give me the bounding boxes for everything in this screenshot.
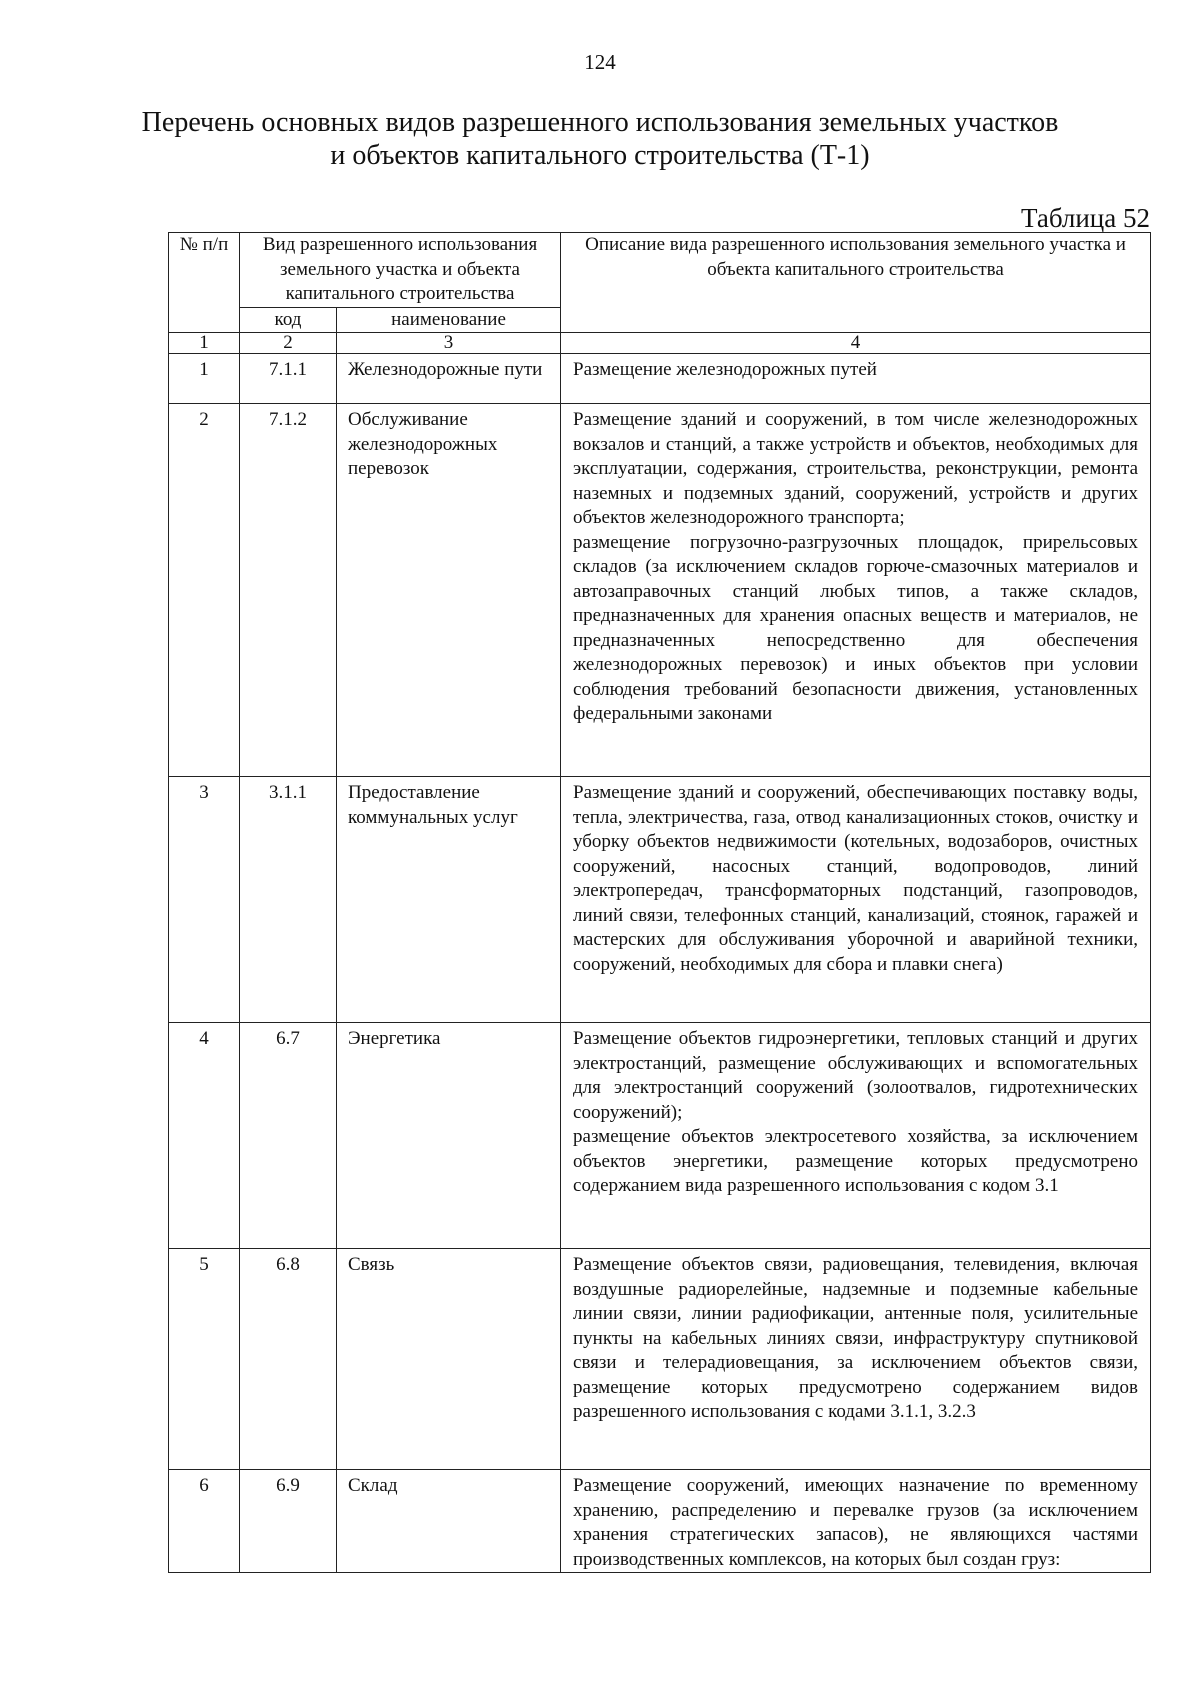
row-number: 2 bbox=[169, 404, 240, 777]
table-row bbox=[169, 1249, 1151, 1470]
table-row bbox=[169, 1023, 1151, 1249]
row-name: Обслуживание железнодорожных перевозок bbox=[337, 404, 561, 777]
description-paragraph: размещение объектов электросетевого хозяйства, за исключением объектов энергетики, размещение которых предусмотрено содержанием вида разрешенного использования с кодом 3.1 bbox=[573, 1126, 1139, 1196]
table-label: Таблица 52 bbox=[1021, 203, 1150, 233]
page-number: 124 bbox=[584, 50, 616, 74]
header-desc: Описание вида разрешенного использования земельного участка и объекта капитального строительства bbox=[561, 233, 1151, 333]
row-code: 7.1.1 bbox=[240, 354, 337, 404]
header-code: код bbox=[240, 307, 337, 333]
row-description bbox=[561, 1249, 1151, 1470]
row-description bbox=[561, 404, 1151, 777]
description-paragraph: Размещение объектов связи, радиовещания, телевидения, включая воздушные радиорелейные, надземные и подземные кабельные линии связи, линии радиофикации, антенные поля, усилительные пункты на кабельных линиях связи, инфраструктуру спутниковой связи и телерадиовещания, за исключением объектов связи, размещение которых предусмотрено содержанием видов разрешенного использования с кодами 3.1.1, 3.2.3 bbox=[573, 1254, 1139, 1422]
col-number: 1 bbox=[169, 333, 240, 354]
row-name: Железнодорожные пути bbox=[337, 354, 561, 404]
row-code: 6.7 bbox=[240, 1023, 337, 1249]
description-paragraph: Размещение сооружений, имеющих назначение по временному хранению, распределению и перевалке грузов (за исключением хранения стратегических запасов), не являющихся частями производственных комплексов, на которых был создан груз: bbox=[573, 1475, 1139, 1570]
row-number: 5 bbox=[169, 1249, 240, 1470]
row-name: Склад bbox=[337, 1470, 561, 1573]
col-number: 3 bbox=[337, 333, 561, 354]
header-row bbox=[169, 233, 1151, 308]
description-paragraph: Размещение зданий и сооружений, в том числе железнодорожных вокзалов и станций, а также устройств и объектов, необходимых для эксплуатации, содержания, строительства, реконструкции, ремонта наземных и подземных зданий, сооружений, устройств и других объектов железнодорожного транспорта; bbox=[573, 409, 1139, 528]
document-title bbox=[100, 106, 1100, 172]
row-number: 3 bbox=[169, 777, 240, 1023]
row-description bbox=[561, 354, 1151, 404]
description-paragraph: Размещение зданий и сооружений, обеспечивающих поставку воды, тепла, электричества, газа, отвод канализационных стоков, очистку и уборку объектов недвижимости (котельных, водозаборов, очистных сооружений, насосных станций, водопроводов, линий электропередач, трансформаторных подстанций, газопроводов, линий связи, телефонных станций, канализаций, стоянок, гаражей и мастерских для обслуживания уборочной и аварийной техники, сооружений, необходимых для сбора и плавки снега) bbox=[573, 782, 1139, 975]
title-line-1: Перечень основных видов разрешенного использования земельных участков bbox=[141, 107, 1059, 138]
row-code: 6.9 bbox=[240, 1470, 337, 1573]
table-row bbox=[169, 354, 1151, 404]
description-paragraph: размещение погрузочно-разгрузочных площадок, прирельсовых складов (за исключением складов горюче-смазочных материалов и автозаправочных станций любых типов, а также складов, предназначенных для хранения опасных веществ и материалов, не предназначенных непосредственно для обеспечения железнодорожных перевозок) и иных объектов при условии соблюдения требований безопасности движения, установленных федеральными законами bbox=[573, 531, 1139, 724]
header-num: № п/п bbox=[169, 233, 240, 333]
row-description bbox=[561, 1470, 1151, 1573]
title-line-2: и объектов капитального строительства (Т-1) bbox=[330, 140, 870, 171]
row-code: 3.1.1 bbox=[240, 777, 337, 1023]
description-paragraph: Размещение железнодорожных путей bbox=[573, 359, 877, 380]
description-paragraph: Размещение объектов гидроэнергетики, тепловых станций и других электростанций, размещение обслуживающих и вспомогательных для электростанций сооружений (золоотвалов, гидротехнических сооружений); bbox=[573, 1028, 1139, 1123]
row-number: 1 bbox=[169, 354, 240, 404]
row-name: Предоставление коммунальных услуг bbox=[337, 777, 561, 1023]
row-description bbox=[561, 1023, 1151, 1249]
row-name: Энергетика bbox=[337, 1023, 561, 1249]
table-row bbox=[169, 404, 1151, 777]
land-use-table bbox=[168, 232, 1151, 1573]
col-number: 2 bbox=[240, 333, 337, 354]
row-description bbox=[561, 777, 1151, 1023]
header-name: наименование bbox=[337, 307, 561, 333]
table-row bbox=[169, 777, 1151, 1023]
column-number-row bbox=[169, 333, 1151, 354]
row-code: 6.8 bbox=[240, 1249, 337, 1470]
table-row bbox=[169, 1470, 1151, 1573]
row-number: 4 bbox=[169, 1023, 240, 1249]
row-code: 7.1.2 bbox=[240, 404, 337, 777]
row-name: Связь bbox=[337, 1249, 561, 1470]
header-vid: Вид разрешенного использования земельного участка и объекта капитального строительства bbox=[240, 233, 561, 308]
col-number: 4 bbox=[561, 333, 1151, 354]
row-number: 6 bbox=[169, 1470, 240, 1573]
